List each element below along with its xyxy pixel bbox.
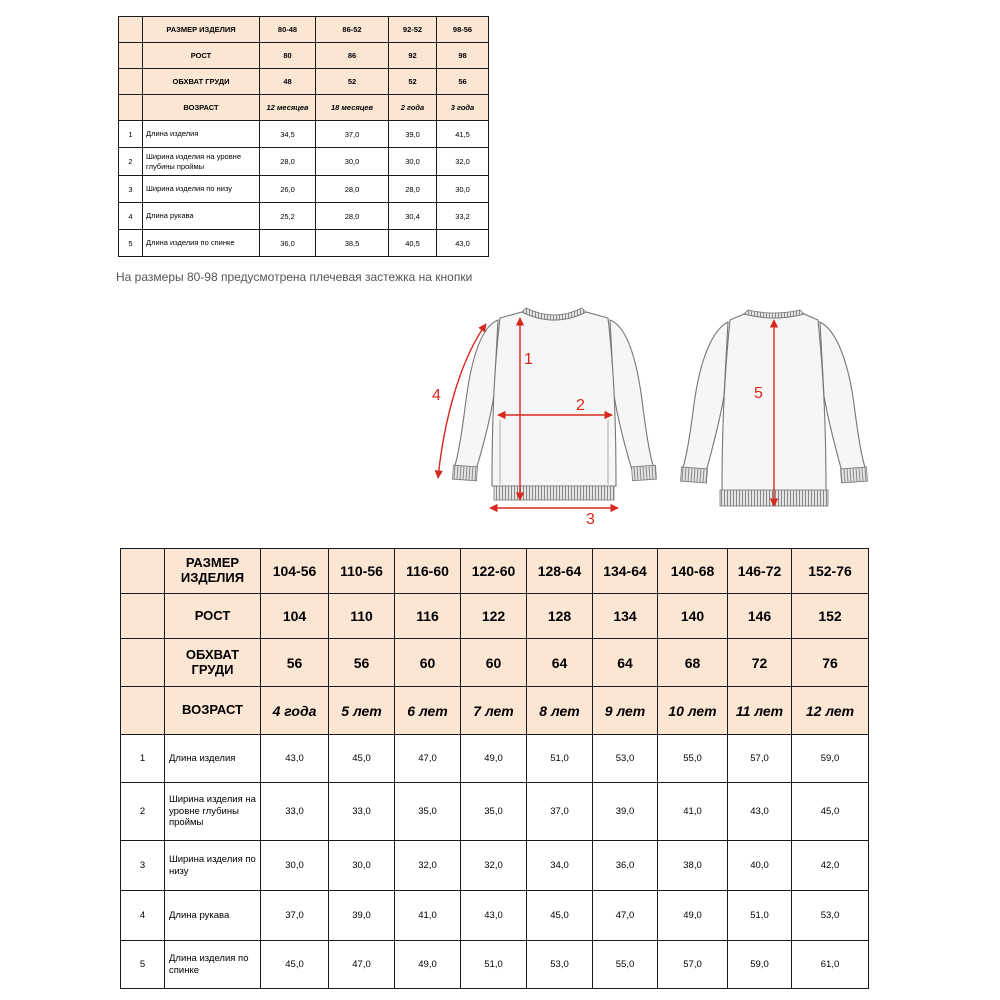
- size-cell: 116-60: [395, 549, 461, 594]
- table-row: [121, 891, 869, 941]
- size-cell: 98-56: [437, 17, 489, 43]
- row-number: 4: [119, 203, 143, 230]
- age-cell: 2 года: [389, 95, 437, 121]
- measurement-value: 38,5: [316, 230, 389, 257]
- chest-cell: 68: [658, 639, 728, 687]
- measurement-label: Длина рукава: [143, 203, 260, 230]
- row-number: 2: [121, 783, 165, 841]
- measurement-value: 28,0: [316, 203, 389, 230]
- height-cell: 140: [658, 594, 728, 639]
- size-cell: 104-56: [261, 549, 329, 594]
- measurement-value: 55,0: [658, 735, 728, 783]
- measurement-value: 36,0: [260, 230, 316, 257]
- row-label-size: РАЗМЕР ИЗДЕЛИЯ: [143, 17, 260, 43]
- size-cell: 122-60: [461, 549, 527, 594]
- chest-cell: 60: [395, 639, 461, 687]
- size-cell: 146-72: [728, 549, 792, 594]
- measurement-value: 39,0: [329, 891, 395, 941]
- chest-cell: 52: [389, 69, 437, 95]
- measurement-value: 32,0: [437, 148, 489, 176]
- measurement-label: Длина изделия: [143, 121, 260, 148]
- back-right-cuff: [841, 467, 868, 483]
- measurement-value: 30,0: [437, 176, 489, 203]
- front-body: [492, 312, 616, 486]
- age-cell: 7 лет: [461, 687, 527, 735]
- table-row: [119, 69, 489, 95]
- marker-label: 2: [576, 397, 585, 414]
- measurement-value: 59,0: [792, 735, 869, 783]
- header-blank-cell: [121, 594, 165, 639]
- measurement-value: 37,0: [261, 891, 329, 941]
- measurement-label: Длина изделия по спинке: [165, 941, 261, 989]
- measurement-value: 35,0: [461, 783, 527, 841]
- row-label-chest: ОБХВАТ ГРУДИ: [165, 639, 261, 687]
- size-cell: 86-52: [316, 17, 389, 43]
- chest-cell: 76: [792, 639, 869, 687]
- size-cell: 92-52: [389, 17, 437, 43]
- height-cell: 122: [461, 594, 527, 639]
- measurement-value: 41,5: [437, 121, 489, 148]
- row-label-chest: ОБХВАТ ГРУДИ: [143, 69, 260, 95]
- back-left-sleeve: [682, 322, 728, 472]
- front-left-cuff: [453, 465, 478, 481]
- age-cell: 8 лет: [527, 687, 593, 735]
- height-cell: 92: [389, 43, 437, 69]
- measurement-value: 51,0: [527, 735, 593, 783]
- row-number: 2: [119, 148, 143, 176]
- measurement-value: 45,0: [261, 941, 329, 989]
- measurement-label: Длина рукава: [165, 891, 261, 941]
- measurement-value: 30,0: [389, 148, 437, 176]
- measurement-label: Ширина изделия по низу: [143, 176, 260, 203]
- table-row: [121, 594, 869, 639]
- measurement-value: 45,0: [527, 891, 593, 941]
- measurement-value: 34,0: [527, 841, 593, 891]
- row-number: 5: [119, 230, 143, 257]
- measurement-value: 38,0: [658, 841, 728, 891]
- measurement-value: 61,0: [792, 941, 869, 989]
- table-row: [121, 735, 869, 783]
- row-label-age: ВОЗРАСТ: [143, 95, 260, 121]
- measurement-value: 28,0: [389, 176, 437, 203]
- height-cell: 86: [316, 43, 389, 69]
- measurement-value: 33,0: [329, 783, 395, 841]
- measurement-value: 43,0: [461, 891, 527, 941]
- measurement-value: 41,0: [658, 783, 728, 841]
- chest-cell: 60: [461, 639, 527, 687]
- measurement-value: 53,0: [792, 891, 869, 941]
- chest-cell: 56: [437, 69, 489, 95]
- size-cell: 128-64: [527, 549, 593, 594]
- size-cell: 110-56: [329, 549, 395, 594]
- size-cell: 152-76: [792, 549, 869, 594]
- measurement-value: 30,0: [316, 148, 389, 176]
- measurement-value: 42,0: [792, 841, 869, 891]
- row-label-age: ВОЗРАСТ: [165, 687, 261, 735]
- header-blank-cell: [121, 687, 165, 735]
- measurement-value: 39,0: [593, 783, 658, 841]
- measurement-value: 28,0: [316, 176, 389, 203]
- measurement-value: 35,0: [395, 783, 461, 841]
- back-right-sleeve: [820, 322, 866, 472]
- height-cell: 116: [395, 594, 461, 639]
- marker-label: 1: [524, 351, 533, 368]
- age-cell: 3 года: [437, 95, 489, 121]
- size-cell: 80-48: [260, 17, 316, 43]
- height-cell: 98: [437, 43, 489, 69]
- table-row: [119, 176, 489, 203]
- front-right-cuff: [632, 465, 657, 481]
- measurement-label: Ширина изделия по низу: [165, 841, 261, 891]
- age-cell: 12 лет: [792, 687, 869, 735]
- chest-cell: 56: [329, 639, 395, 687]
- age-cell: 4 года: [261, 687, 329, 735]
- measurement-value: 53,0: [593, 735, 658, 783]
- measurement-value: 47,0: [329, 941, 395, 989]
- measurement-value: 51,0: [461, 941, 527, 989]
- marker-label: 3: [586, 511, 595, 528]
- chest-cell: 64: [593, 639, 658, 687]
- measurement-value: 57,0: [658, 941, 728, 989]
- measurement-value: 49,0: [461, 735, 527, 783]
- measurement-value: 53,0: [527, 941, 593, 989]
- table-row: [119, 43, 489, 69]
- header-blank-cell: [119, 95, 143, 121]
- measurement-value: 37,0: [316, 121, 389, 148]
- header-blank-cell: [119, 43, 143, 69]
- table-row: [119, 203, 489, 230]
- measurement-value: 30,0: [329, 841, 395, 891]
- table-row: [119, 230, 489, 257]
- measurement-value: 43,0: [437, 230, 489, 257]
- measurement-value: 26,0: [260, 176, 316, 203]
- measurement-value: 57,0: [728, 735, 792, 783]
- height-cell: 146: [728, 594, 792, 639]
- front-view: [453, 308, 657, 500]
- age-cell: 12 месяцев: [260, 95, 316, 121]
- chest-cell: 72: [728, 639, 792, 687]
- measurement-value: 34,5: [260, 121, 316, 148]
- table-row: [119, 148, 489, 176]
- measurement-value: 51,0: [728, 891, 792, 941]
- height-cell: 128: [527, 594, 593, 639]
- age-cell: 9 лет: [593, 687, 658, 735]
- measurement-value: 55,0: [593, 941, 658, 989]
- row-number: 3: [119, 176, 143, 203]
- sweatshirt-diagram: [420, 300, 890, 532]
- measurement-label: Ширина изделия на уровне глубины проймы: [165, 783, 261, 841]
- table-row: [121, 549, 869, 594]
- row-label-height: РОСТ: [143, 43, 260, 69]
- header-blank-cell: [121, 549, 165, 594]
- measurement-value: 30,4: [389, 203, 437, 230]
- measurement-value: 47,0: [593, 891, 658, 941]
- measurement-value: 49,0: [658, 891, 728, 941]
- measurement-value: 47,0: [395, 735, 461, 783]
- height-cell: 80: [260, 43, 316, 69]
- front-left-sleeve: [454, 320, 498, 470]
- small-size-table: [118, 16, 489, 257]
- measurement-value: 30,0: [261, 841, 329, 891]
- measurement-label: Ширина изделия на уровне глубины проймы: [143, 148, 260, 176]
- age-cell: 18 месяцев: [316, 95, 389, 121]
- snap-closure-note: На размеры 80-98 предусмотрена плечевая застежка на кнопки: [116, 270, 473, 284]
- table-row: [121, 941, 869, 989]
- measurement-value: 25,2: [260, 203, 316, 230]
- age-cell: 5 лет: [329, 687, 395, 735]
- marker-label: 5: [754, 385, 763, 402]
- measurement-value: 59,0: [728, 941, 792, 989]
- front-right-sleeve: [610, 320, 654, 470]
- measurement-label: Длина изделия по спинке: [143, 230, 260, 257]
- large-size-table: [120, 548, 869, 989]
- measurement-value: 43,0: [261, 735, 329, 783]
- height-cell: 104: [261, 594, 329, 639]
- measurement-value: 39,0: [389, 121, 437, 148]
- measurement-value: 40,0: [728, 841, 792, 891]
- table-row: [119, 95, 489, 121]
- row-number: 1: [119, 121, 143, 148]
- height-cell: 152: [792, 594, 869, 639]
- measurement-value: 36,0: [593, 841, 658, 891]
- row-number: 4: [121, 891, 165, 941]
- measurement-value: 28,0: [260, 148, 316, 176]
- age-cell: 10 лет: [658, 687, 728, 735]
- measurement-value: 41,0: [395, 891, 461, 941]
- table-row: [121, 687, 869, 735]
- table-row: [121, 841, 869, 891]
- age-cell: 11 лет: [728, 687, 792, 735]
- age-cell: 6 лет: [395, 687, 461, 735]
- size-cell: 140-68: [658, 549, 728, 594]
- size-cell: 134-64: [593, 549, 658, 594]
- header-blank-cell: [119, 17, 143, 43]
- marker-label: 4: [432, 387, 441, 404]
- chest-cell: 56: [261, 639, 329, 687]
- measurement-value: 49,0: [395, 941, 461, 989]
- row-number: 3: [121, 841, 165, 891]
- header-blank-cell: [121, 639, 165, 687]
- measurement-value: 37,0: [527, 783, 593, 841]
- chest-cell: 48: [260, 69, 316, 95]
- measurement-label: Длина изделия: [165, 735, 261, 783]
- back-left-cuff: [681, 467, 708, 483]
- measurement-value: 32,0: [461, 841, 527, 891]
- chest-cell: 64: [527, 639, 593, 687]
- measurement-value: 33,0: [261, 783, 329, 841]
- row-label-height: РОСТ: [165, 594, 261, 639]
- table-row: [119, 121, 489, 148]
- row-label-size: РАЗМЕР ИЗДЕЛИЯ: [165, 549, 261, 594]
- measurement-value: 45,0: [329, 735, 395, 783]
- table-row: [119, 17, 489, 43]
- height-cell: 134: [593, 594, 658, 639]
- table-row: [121, 639, 869, 687]
- row-number: 5: [121, 941, 165, 989]
- chest-cell: 52: [316, 69, 389, 95]
- measurement-value: 40,5: [389, 230, 437, 257]
- table-row: [121, 783, 869, 841]
- measurement-value: 32,0: [395, 841, 461, 891]
- row-number: 1: [121, 735, 165, 783]
- measurement-value: 43,0: [728, 783, 792, 841]
- front-hem-rib: [494, 486, 614, 500]
- header-blank-cell: [119, 69, 143, 95]
- height-cell: 110: [329, 594, 395, 639]
- measurement-value: 33,2: [437, 203, 489, 230]
- measurement-value: 45,0: [792, 783, 869, 841]
